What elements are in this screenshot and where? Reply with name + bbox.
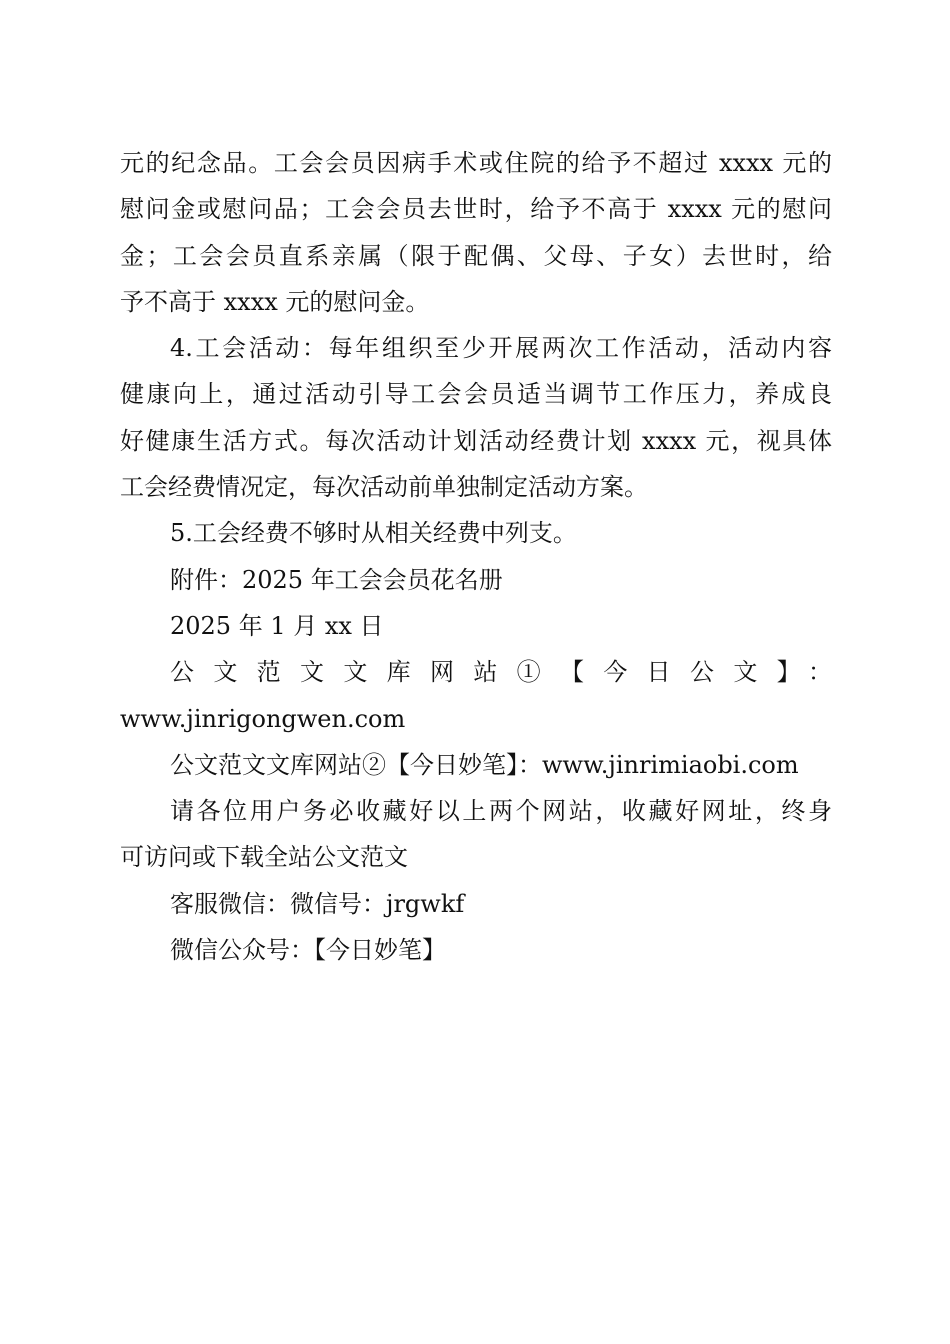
text-line: 予不高于 xxxx 元的慰问金。 xyxy=(120,287,430,316)
text-line: 可访问或下载全站公文范文 xyxy=(120,843,408,872)
document-body xyxy=(120,140,832,973)
text-line: 5.工会经费不够时从相关经费中列支。 xyxy=(170,519,577,548)
paragraph-notice xyxy=(120,788,832,881)
text-line: 公文范文文库网站②【今日妙笔】：www.jinrimiaobi.com xyxy=(170,750,799,779)
text-line: 微信公众号：【今日妙笔】 xyxy=(170,936,446,965)
paragraph-date xyxy=(120,603,832,649)
site-1-url: www.jinrigongwen.com xyxy=(120,704,406,733)
text-line: 元的纪念品。工会会员因病手术或住院的给予不超过 xxxx 元的 xyxy=(120,149,832,177)
text-line: 好健康生活方式。每次活动计划活动经费计划 xxxx 元，视具体 xyxy=(120,426,832,455)
text-line: 4.工会活动：每年组织至少开展两次工作活动，活动内容 xyxy=(170,334,832,363)
text-line: 请各位用户务必收藏好以上两个网站，收藏好网址，终身 xyxy=(170,797,832,826)
paragraph-benefits xyxy=(120,140,832,325)
paragraph-attachment xyxy=(120,557,832,603)
paragraph-funding xyxy=(120,510,832,556)
paragraph-official-account xyxy=(120,927,832,973)
text-line: 健康向上，通过活动引导工会会员适当调节工作压力，养成良 xyxy=(120,380,832,409)
text-line: 附件：2025 年工会会员花名册 xyxy=(170,565,503,594)
text-line: 工会经费情况定，每次活动前单独制定活动方案。 xyxy=(120,473,648,502)
text-line: 2025 年 1 月 xx 日 xyxy=(170,611,384,640)
paragraph-site-1 xyxy=(120,649,832,742)
text-line: 公文范文文库网站①【今日公文】： xyxy=(170,658,832,687)
paragraph-site-2 xyxy=(120,742,832,788)
text-line: 客服微信：微信号：jrgwkf xyxy=(170,889,465,918)
paragraph-service xyxy=(120,881,832,927)
paragraph-activities xyxy=(120,325,832,510)
text-line: 金；工会会员直系亲属（限于配偶、父母、子女）去世时，给 xyxy=(120,241,832,270)
text-line: 慰问金或慰问品；工会会员去世时，给予不高于 xxxx 元的慰问 xyxy=(120,195,832,224)
